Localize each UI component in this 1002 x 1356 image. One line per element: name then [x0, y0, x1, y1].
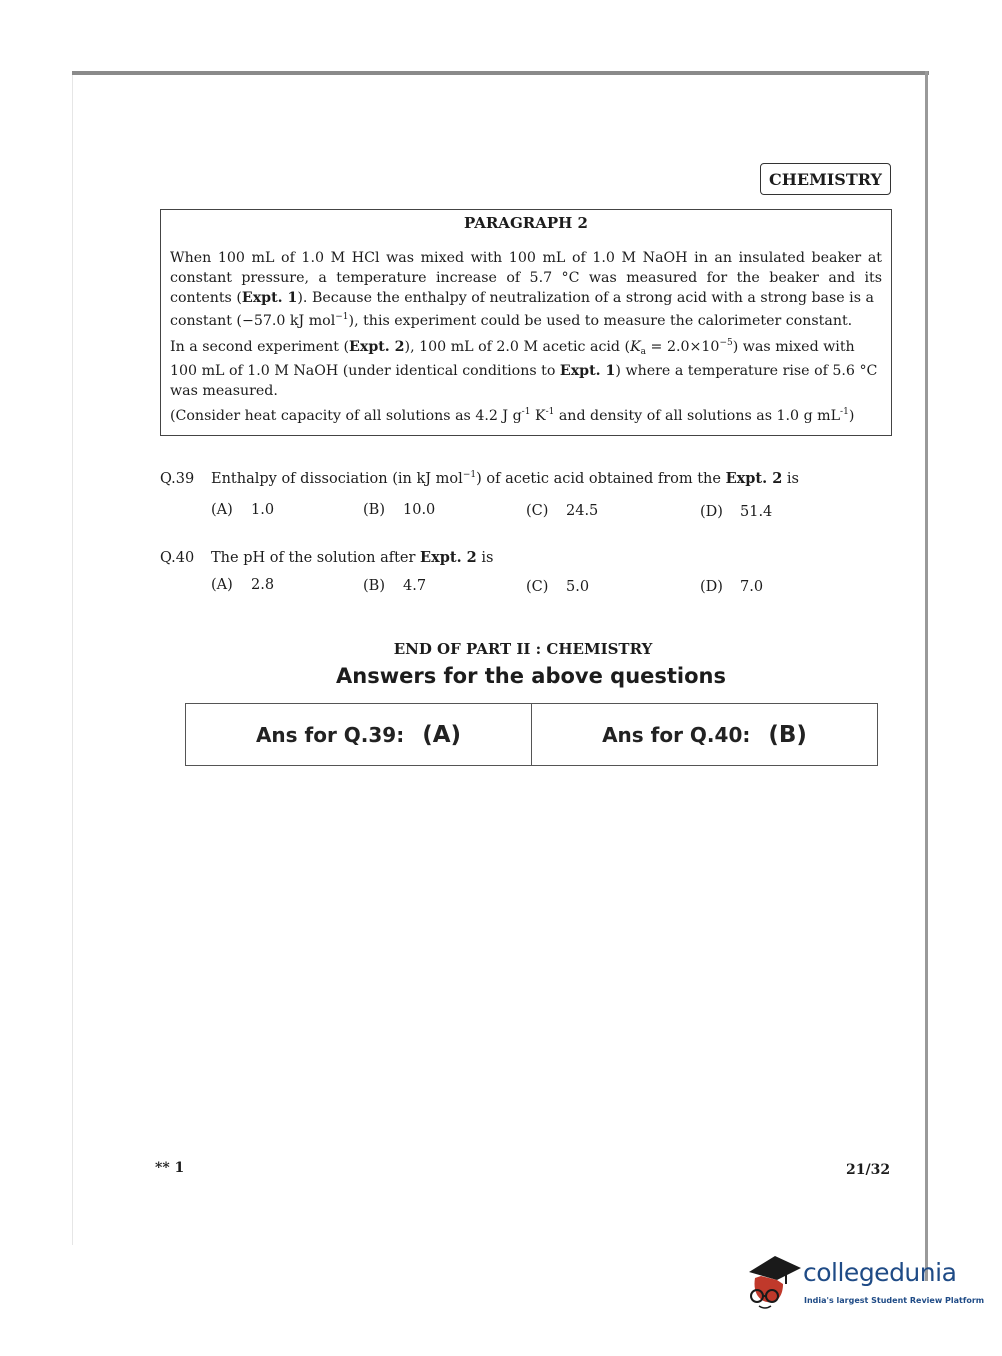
answer-q40: Ans for Q.40: (B): [531, 704, 877, 765]
q40-option-c: (C) 5.0: [526, 579, 590, 595]
q39-option-a: (A) 1.0: [211, 502, 275, 518]
paragraph-title: PARAGRAPH 2: [464, 214, 588, 232]
logo-tagline: India's largest Student Review Platform: [804, 1296, 985, 1305]
q40-option-d: (D) 7.0: [700, 579, 764, 595]
q39-option-b: (B) 10.0: [363, 502, 436, 518]
paragraph-box: [160, 209, 892, 436]
paragraph-line: was measured.: [170, 383, 278, 399]
paragraph-line: When 100 mL of 1.0 M HCl was mixed with 100 mL of 1.0 M NaOH in an insulated beaker at: [170, 250, 882, 266]
q40-option-b: (B) 4.7: [363, 578, 427, 594]
paragraph-line: 100 mL of 1.0 M NaOH (under identical conditions to Expt. 1) where a temperature rise of 5.6 °C: [170, 363, 878, 379]
paragraph-line: contents (Expt. 1). Because the enthalpy of neutralization of a strong acid with a strong base is a: [170, 290, 874, 306]
collegedunia-logo[interactable]: [743, 1250, 985, 1312]
q39-option-d: (D) 51.4: [700, 504, 773, 520]
answer-q39: Ans for Q.39: (A): [255, 721, 462, 748]
end-of-part-title: END OF PART II : CHEMISTRY: [393, 640, 653, 658]
question-number: Q.40: [160, 550, 195, 566]
mascot-icon: [743, 1250, 803, 1312]
paragraph-line: constant pressure, a temperature increase of 5.7 °C was measured for the beaker and its: [170, 270, 882, 286]
paragraph-line: constant (−57.0 kJ mol$^{-1}$), this experiment could be used to measure the calorimeter constant.: [170, 312, 853, 329]
logo-name: collegedunia: [803, 1258, 957, 1287]
top-border-line: [72, 71, 929, 75]
question-40: Q.40 The pH of the solution after Expt. 2 is: [160, 549, 494, 566]
answers-table: [185, 703, 878, 766]
page-number: 21/32: [846, 1162, 891, 1178]
q40-option-a: (A) 2.8: [211, 577, 275, 593]
left-scan-edge: [72, 75, 73, 1245]
answers-heading: Answers for the above questions: [336, 664, 726, 688]
footer-code: ** 1: [155, 1160, 185, 1176]
paragraph-line: In a second experiment (Expt. 2), 100 mL of 2.0 M acetic acid $(K_a = 2.0\times 10^{-5})$ was mixed with: [170, 338, 855, 357]
subject-label: CHEMISTRY: [760, 163, 891, 195]
q39-option-c: (C) 24.5: [526, 503, 599, 519]
question-39: Q.39 Enthalpy of dissociation (in kJ mol$^{-1}$) of acetic acid obtained from the Expt. 2 is: [160, 470, 799, 487]
paragraph-line: (Consider heat capacity of all solutions as 4.2 J $g^{-1}$ $K^{-1}$ and density of all solutions as 1.0 g $mL^{-1}$): [170, 407, 855, 424]
question-number: Q.39: [160, 471, 195, 487]
